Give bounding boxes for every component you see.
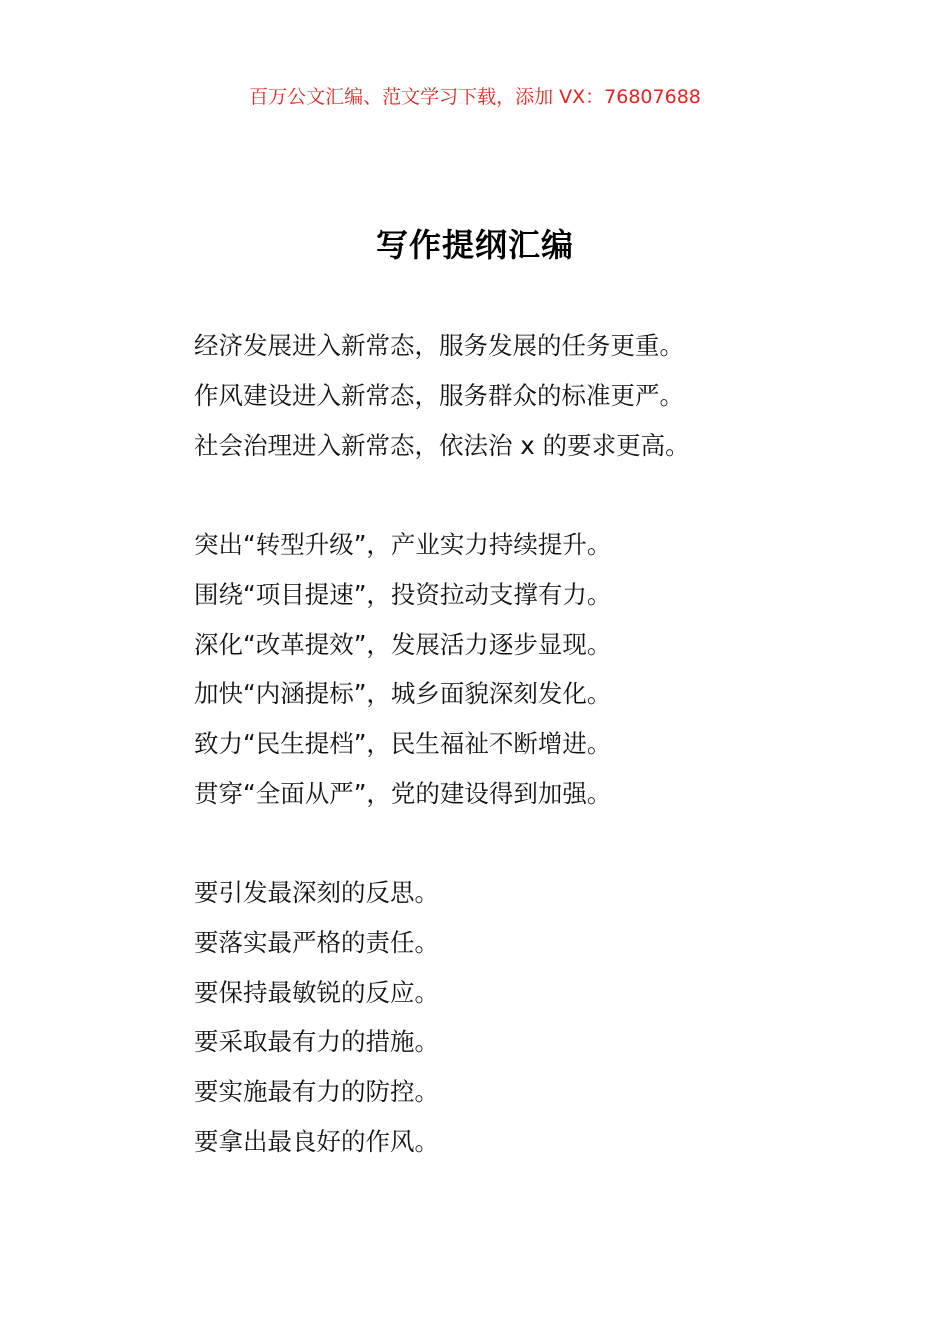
paragraph-line: 要引发最深刻的反思。: [194, 878, 439, 907]
paragraph-line: 要实施最有力的防控。: [194, 1077, 439, 1107]
paragraph-line: 加快“内涵提标”，城乡面貌深刻发化。: [194, 679, 612, 709]
header-note: 百万公文汇编、范文学习下载，添加 VX：76807688: [249, 86, 701, 108]
document-title: 写作提纲汇编: [375, 226, 574, 264]
paragraph-line: 要落实最严格的责任。: [194, 927, 439, 957]
section-2: [194, 520, 894, 819]
paragraph-line: 要保持最敏锐的反应。: [194, 977, 439, 1007]
paragraph-line: 围绕“项目提速”，投资拉动支撑有力。: [194, 579, 612, 609]
paragraph-line: 致力“民生提档”，民生福祉不断增进。: [194, 729, 612, 759]
paragraph-line: 作风建设进入新常态，服务群众的标准更严。: [194, 380, 684, 410]
section-3: [194, 868, 894, 1167]
paragraph-line: 经济发展进入新常态，服务发展的任务更重。: [194, 331, 684, 360]
section-1: [194, 321, 894, 470]
paragraph-line: 社会治理进入新常态，依法治 x 的要求更高。: [194, 430, 690, 460]
paragraph-line: 要拿出最良好的作风。: [194, 1126, 439, 1156]
paragraph-line: 贯穿“全面从严”，党的建设得到加强。: [194, 778, 612, 808]
paragraph-line: 要采取最有力的措施。: [194, 1027, 439, 1057]
paragraph-line: 深化“改革提效”，发展活力逐步显现。: [194, 629, 612, 659]
paragraph-line: 突出“转型升级”，产业实力持续提升。: [194, 530, 612, 559]
